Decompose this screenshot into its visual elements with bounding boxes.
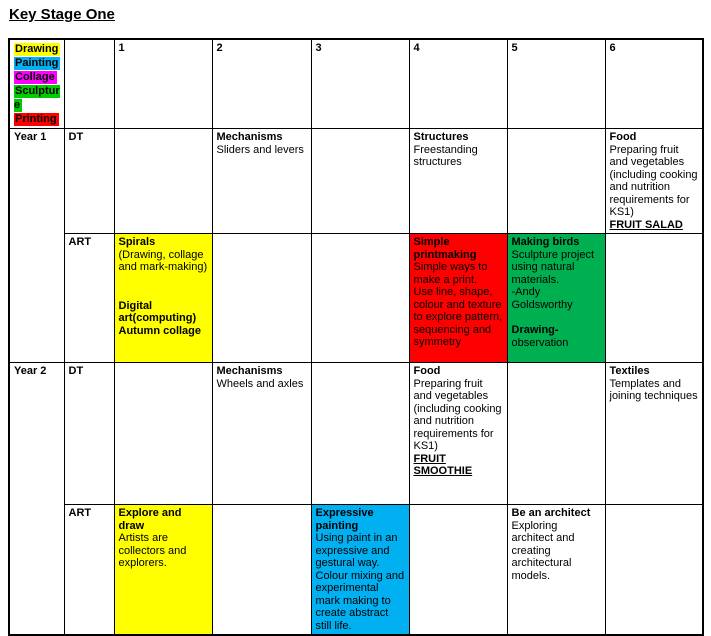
year1-art-subject-cell: ART	[64, 234, 114, 363]
legend-swatch-sculpture: Sculpture	[14, 85, 60, 111]
year1-dt-c2-cell	[212, 129, 311, 234]
year2-art-c1-cell	[114, 505, 212, 636]
spacer	[512, 311, 602, 324]
legend-swatch-printing: Printing	[15, 113, 57, 125]
unit-subtitle: Drawing-	[511, 324, 559, 336]
unit-subtitle: Digital art(computing)	[118, 299, 197, 324]
unit-desc: Preparing fruit and vegetables (including cooking and nutrition requirements for KS1)	[413, 377, 502, 452]
unit-title: Be an architect	[511, 507, 591, 519]
year2-dt-c6-cell	[605, 363, 703, 505]
unit-desc: Preparing fruit and vegetables (including cooking and nutrition requirements for KS1)	[609, 143, 698, 218]
year2-dt-c2-cell	[212, 363, 311, 505]
year2-art-c3-cell	[311, 505, 409, 636]
year1-art-c3-cell	[311, 234, 409, 363]
unit-title: Spirals	[118, 236, 156, 248]
legend-swatch-painting: Painting	[15, 57, 59, 69]
year1-art-c6-cell	[605, 234, 703, 363]
unit-title: Simple printmaking	[413, 236, 477, 261]
year2-art-c2-cell	[212, 505, 311, 636]
unit-title: Explore and draw	[118, 507, 182, 532]
unit-desc: Using paint in an expressive and gestural way. Colour mixing and experimental mark making to create abstract still life.	[315, 532, 405, 632]
year2-dt-c3-cell	[311, 363, 409, 505]
column-header-4: 4	[409, 39, 507, 129]
year2-art-row	[9, 505, 703, 636]
unit-title: Food	[413, 365, 441, 377]
header-blank-cell	[64, 39, 114, 129]
year1-dt-subject-cell: DT	[64, 129, 114, 234]
year2-dt-subject-cell: DT	[64, 363, 114, 505]
unit-subtitle: Autumn collage	[118, 324, 202, 337]
year1-dt-c1-cell	[114, 129, 212, 234]
year1-dt-c5-cell	[507, 129, 605, 234]
legend-item-sculpture	[14, 84, 61, 112]
year1-dt-c3-cell	[311, 129, 409, 234]
year1-art-row	[9, 234, 703, 363]
legend-item-printing	[14, 112, 61, 126]
year1-art-c2-cell	[212, 234, 311, 363]
legend-swatch-drawing: Drawing	[15, 43, 59, 55]
column-header-5: 5	[507, 39, 605, 129]
column-header-3: 3	[311, 39, 409, 129]
year2-dt-row	[9, 363, 703, 505]
legend-item-painting	[14, 56, 61, 70]
unit-title: Mechanisms	[216, 365, 283, 377]
curriculum-table	[8, 38, 704, 636]
unit-title: Food	[609, 131, 637, 143]
year1-label-cell: Year 1	[9, 129, 64, 363]
unit-desc: Simple ways to make a print.	[413, 261, 488, 286]
year2-dt-c5-cell	[507, 363, 605, 505]
unit-desc: Freestanding structures	[413, 143, 478, 168]
header-row	[9, 39, 703, 129]
unit-desc: -Andy Goldsworthy	[511, 286, 573, 311]
legend-item-collage	[14, 70, 61, 84]
legend-cell	[9, 39, 64, 129]
unit-desc: Artists are collectors and explorers.	[118, 532, 187, 569]
column-header-6: 6	[605, 39, 703, 129]
unit-desc: Sculpture project using natural materials.	[511, 248, 595, 286]
unit-title: Making birds	[511, 236, 580, 248]
unit-title: Mechanisms	[216, 131, 283, 143]
year1-art-c5-cell	[507, 234, 605, 363]
legend-item-drawing	[14, 42, 61, 56]
year1-dt-c4-cell	[409, 129, 507, 234]
year1-dt-row	[9, 129, 703, 234]
unit-desc: Use line, shape, colour and texture to explore pattern, sequencing and symmetry	[413, 286, 503, 348]
year1-art-c4-cell	[409, 234, 507, 363]
unit-desc: Templates and joining techniques	[609, 377, 698, 402]
unit-title: Textiles	[609, 365, 650, 377]
year1-dt-c6-cell	[605, 129, 703, 234]
unit-highlight: FRUIT SMOOTHIE	[413, 452, 473, 477]
unit-title: Structures	[413, 131, 469, 143]
unit-desc: observation	[511, 336, 569, 349]
spacer	[119, 274, 209, 300]
page-title: Key Stage One	[9, 6, 115, 23]
legend-swatch-collage: Collage	[15, 71, 55, 83]
year1-art-c1-cell	[114, 234, 212, 363]
year2-label-cell: Year 2	[9, 363, 64, 636]
year2-art-c5-cell	[507, 505, 605, 636]
year2-art-subject-cell: ART	[64, 505, 114, 636]
unit-desc: (Drawing, collage and mark-making)	[118, 248, 208, 273]
column-header-2: 2	[212, 39, 311, 129]
year2-dt-c1-cell	[114, 363, 212, 505]
year2-art-c6-cell	[605, 505, 703, 636]
column-header-1: 1	[114, 39, 212, 129]
unit-highlight: FRUIT SALAD	[609, 218, 683, 231]
unit-title: Expressive painting	[315, 507, 374, 532]
year2-art-c4-cell	[409, 505, 507, 636]
unit-desc: Wheels and axles	[216, 377, 304, 390]
year2-dt-c4-cell	[409, 363, 507, 505]
unit-desc: Exploring architect and creating architectural models.	[511, 519, 575, 582]
unit-desc: Sliders and levers	[216, 143, 304, 156]
